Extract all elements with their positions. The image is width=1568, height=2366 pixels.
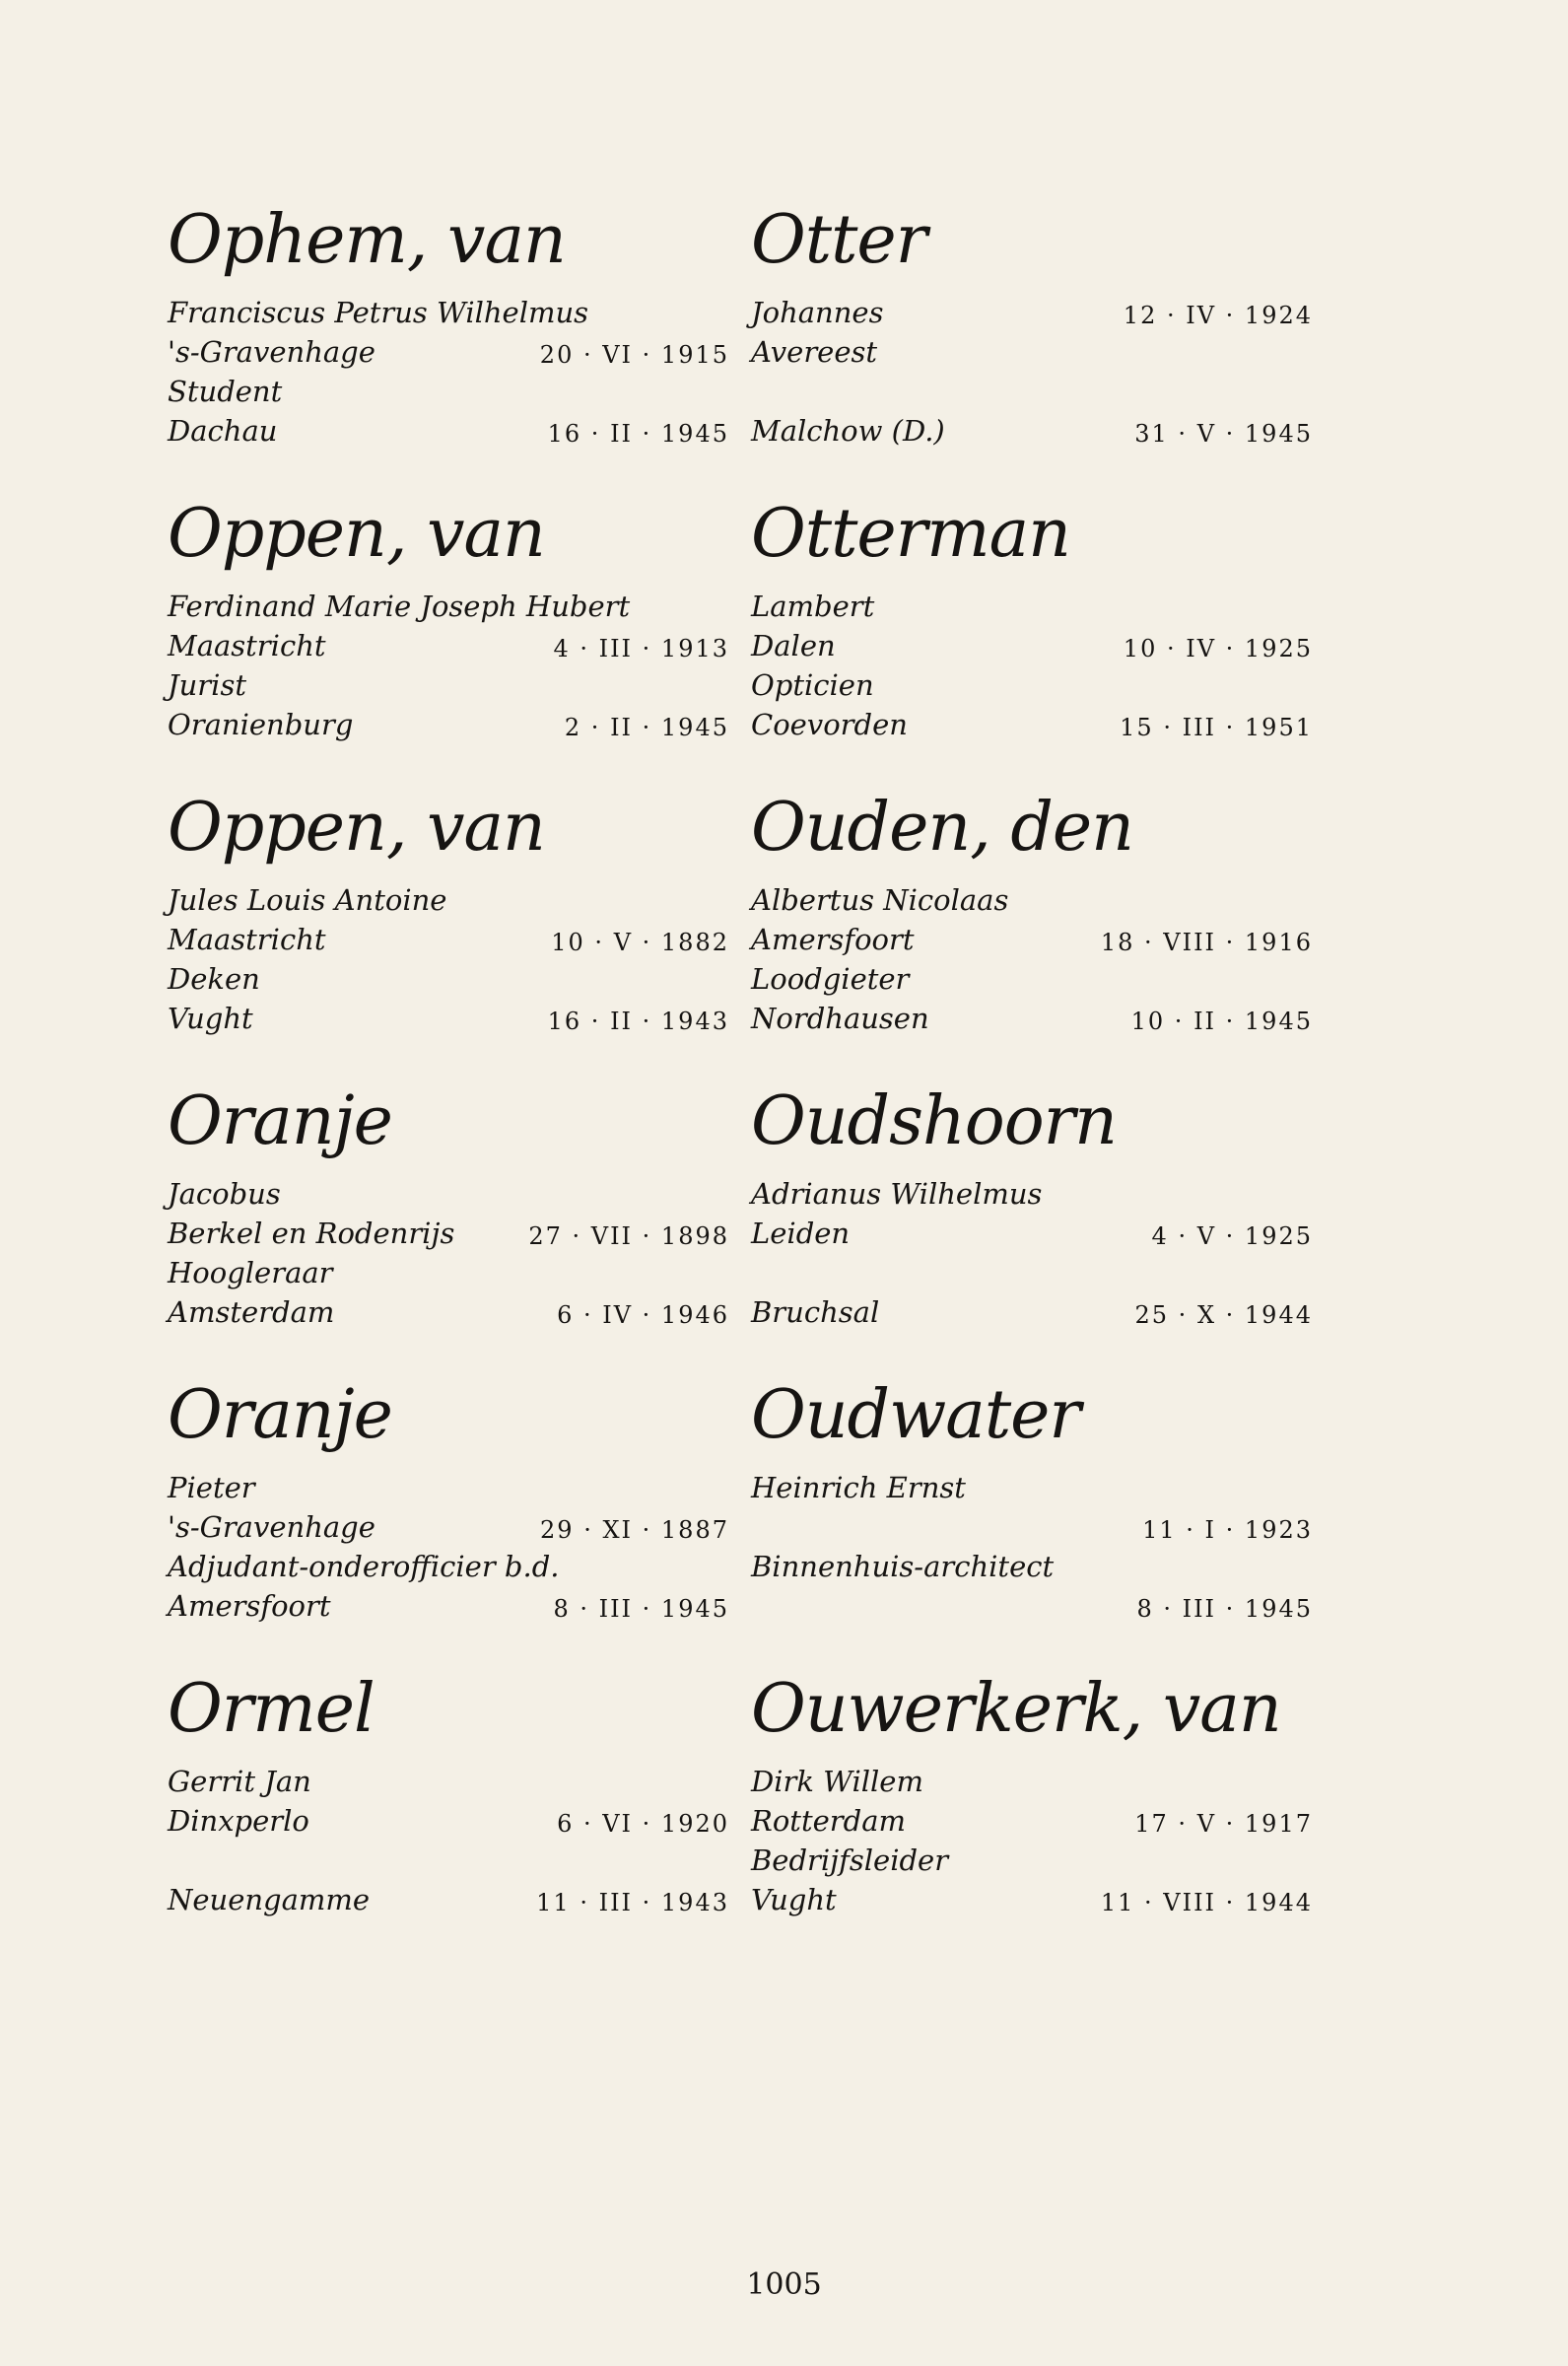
name-entry: [751, 1376, 1313, 1676]
entry-text: Binnenhuis-architect: [751, 1550, 1055, 1583]
entry-row: [751, 1256, 1313, 1295]
entry-row: [751, 962, 1313, 1002]
entry-text: Lambert: [751, 590, 875, 623]
entry-date: 8 · III · 1945: [553, 1595, 729, 1623]
entry-text: Ferdinand Marie Joseph Hubert: [168, 590, 631, 623]
entry-text: Pieter: [168, 1471, 255, 1504]
entry-row: [168, 1804, 729, 1844]
name-entry: [168, 495, 729, 795]
entry-date: 20 · VI · 1915: [539, 341, 729, 369]
entry-row: [751, 923, 1313, 962]
entry-row: [168, 1844, 729, 1883]
right-column: [751, 201, 1313, 1970]
entry-row: [751, 1471, 1313, 1510]
entry-row: [751, 1765, 1313, 1804]
entry-row: [751, 1177, 1313, 1217]
name-entry: [751, 1670, 1313, 1970]
entry-text: Jacobus: [168, 1177, 281, 1211]
entry-row: [168, 629, 729, 668]
surname: Ouden, den: [751, 789, 1133, 867]
entry-row: [168, 1589, 729, 1629]
entry-row: [168, 1217, 729, 1256]
entry-row: [751, 708, 1313, 747]
entry-row: [751, 1002, 1313, 1041]
entry-text: Student: [168, 375, 283, 408]
surname: Oudshoorn: [751, 1082, 1117, 1160]
entry-text: Bruchsal: [751, 1295, 880, 1329]
entry-row: [168, 883, 729, 923]
entry-text: Jules Louis Antoine: [168, 883, 447, 917]
entry-text: Jurist: [168, 668, 246, 702]
entry-row: [168, 1550, 729, 1589]
entry-text: Opticien: [751, 668, 874, 702]
entry-date: 11 · III · 1943: [536, 1889, 729, 1916]
entry-text: Berkel en Rodenrijs: [168, 1217, 455, 1250]
entry-text: Amsterdam: [168, 1295, 335, 1329]
entry-text: Neuengamme: [168, 1883, 371, 1916]
entry-date: 2 · II · 1945: [564, 714, 729, 741]
entry-text: 's-Gravenhage: [168, 1510, 375, 1544]
entry-date: 25 · X · 1944: [1134, 1301, 1313, 1329]
surname: Otterman: [751, 495, 1070, 573]
entry-row: [168, 962, 729, 1002]
entry-text: Amersfoort: [751, 923, 915, 956]
entry-date: 11 · VIII · 1944: [1100, 1889, 1313, 1916]
name-entry: [168, 1670, 729, 1970]
entry-row: [751, 629, 1313, 668]
entry-row: [751, 590, 1313, 629]
entry-row: [168, 1256, 729, 1295]
entry-text: Dinxperlo: [168, 1804, 309, 1838]
entry-row: [751, 1844, 1313, 1883]
entry-text: Adrianus Wilhelmus: [751, 1177, 1043, 1211]
entry-date: 8 · III · 1945: [1136, 1595, 1313, 1623]
name-entry: [168, 789, 729, 1088]
name-entry: [168, 1376, 729, 1676]
entry-row: [751, 1804, 1313, 1844]
entry-row: [168, 1471, 729, 1510]
surname: Oranje: [168, 1376, 392, 1454]
entry-text: Rotterdam: [751, 1804, 906, 1838]
entry-text: Deken: [168, 962, 260, 996]
entry-text: Dalen: [751, 629, 836, 662]
entry-text: Loodgieter: [751, 962, 910, 996]
entry-text: Maastricht: [168, 629, 326, 662]
entry-text: Oranienburg: [168, 708, 354, 741]
entry-row: [168, 1177, 729, 1217]
entry-row: [751, 883, 1313, 923]
entry-row: [168, 1883, 729, 1922]
name-entry: [751, 1082, 1313, 1382]
entry-row: [751, 1510, 1313, 1550]
entry-text: Vught: [168, 1002, 253, 1035]
entry-row: [168, 668, 729, 708]
entry-text: Amersfoort: [168, 1589, 331, 1623]
entry-row: [751, 1217, 1313, 1256]
entry-row: [168, 375, 729, 414]
entry-row: [168, 708, 729, 747]
entry-date: 29 · XI · 1887: [540, 1516, 729, 1544]
entry-text: Dirk Willem: [751, 1765, 923, 1798]
entry-date: 6 · IV · 1946: [557, 1301, 729, 1329]
entry-date: 10 · II · 1945: [1130, 1008, 1313, 1035]
entry-row: [751, 1883, 1313, 1922]
entry-row: [751, 1550, 1313, 1589]
name-entry: [751, 789, 1313, 1088]
name-entry: [751, 495, 1313, 795]
entry-row: [751, 296, 1313, 335]
entry-text: Coevorden: [751, 708, 908, 741]
entry-date: 12 · IV · 1924: [1123, 302, 1313, 329]
entry-text: Franciscus Petrus Wilhelmus: [168, 296, 589, 329]
entry-row: [168, 296, 729, 335]
left-column: [168, 201, 729, 1970]
entry-row: [168, 414, 729, 453]
entry-text: 's-Gravenhage: [168, 335, 375, 369]
surname: Oranje: [168, 1082, 392, 1160]
entry-text: Bedrijfsleider: [751, 1844, 949, 1877]
name-entry: [168, 201, 729, 501]
surname: Ormel: [168, 1670, 375, 1748]
page-number: 1005: [746, 2267, 822, 2302]
surname: Ophem, van: [168, 201, 566, 279]
surname: Oppen, van: [168, 789, 545, 867]
entry-date: 6 · VI · 1920: [557, 1810, 729, 1838]
entry-date: 17 · V · 1917: [1134, 1810, 1313, 1838]
entry-date: 10 · IV · 1925: [1123, 635, 1313, 662]
entry-date: 11 · I · 1923: [1142, 1516, 1313, 1544]
surname: Otter: [751, 201, 927, 279]
entry-date: 16 · II · 1943: [547, 1008, 729, 1035]
name-entry: [751, 201, 1313, 501]
entry-text: Nordhausen: [751, 1002, 929, 1035]
entry-date: 15 · III · 1951: [1120, 714, 1313, 741]
entry-text: Maastricht: [168, 923, 326, 956]
entry-row: [751, 375, 1313, 414]
entry-text: Johannes: [751, 296, 884, 329]
entry-date: 4 · III · 1913: [553, 635, 729, 662]
entry-text: Vught: [751, 1883, 837, 1916]
entry-row: [168, 1002, 729, 1041]
entry-row: [168, 1765, 729, 1804]
entry-row: [168, 590, 729, 629]
entry-date: 18 · VIII · 1916: [1100, 929, 1313, 956]
surname: Oppen, van: [168, 495, 545, 573]
entry-row: [168, 335, 729, 375]
entry-row: [751, 335, 1313, 375]
entry-row: [751, 668, 1313, 708]
surname: Ouwerkerk, van: [751, 1670, 1281, 1748]
entry-row: [168, 1510, 729, 1550]
entry-text: Heinrich Ernst: [751, 1471, 966, 1504]
entry-text: Malchow (D.): [751, 414, 945, 448]
entry-date: 31 · V · 1945: [1134, 420, 1313, 448]
entry-date: 27 · VII · 1898: [528, 1222, 729, 1250]
entry-text: Albertus Nicolaas: [751, 883, 1009, 917]
entry-row: [168, 1295, 729, 1335]
entry-text: Dachau: [168, 414, 278, 448]
entry-text: Adjudant-onderofficier b.d.: [168, 1550, 560, 1583]
entry-date: 10 · V · 1882: [551, 929, 729, 956]
surname: Oudwater: [751, 1376, 1080, 1454]
entry-text: Gerrit Jan: [168, 1765, 311, 1798]
entry-row: [751, 414, 1313, 453]
entry-row: [168, 923, 729, 962]
entry-date: 4 · V · 1925: [1151, 1222, 1313, 1250]
entry-text: Hoogleraar: [168, 1256, 333, 1289]
entry-text: Avereest: [751, 335, 878, 369]
entry-row: [751, 1295, 1313, 1335]
entry-row: [751, 1589, 1313, 1629]
name-entry: [168, 1082, 729, 1382]
entry-text: Leiden: [751, 1217, 851, 1250]
entry-date: 16 · II · 1945: [547, 420, 729, 448]
